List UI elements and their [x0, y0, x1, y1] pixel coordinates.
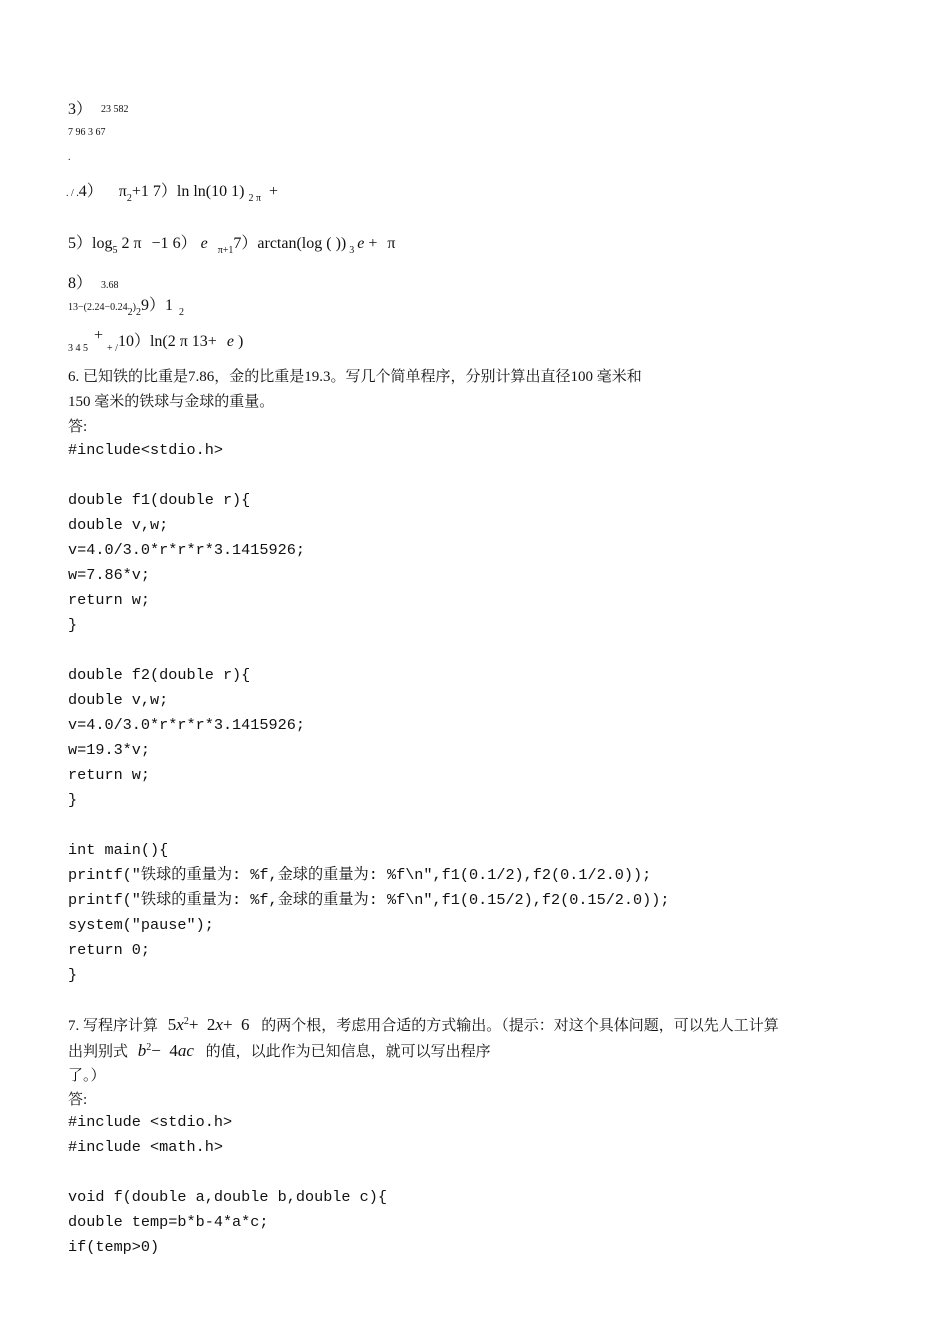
item-5-two-pi: 2 π [121, 235, 142, 252]
code-line: #include <stdio.h> [68, 1113, 233, 1131]
discriminant-b: b [137, 1041, 147, 1060]
item-8-sq-sub: 2 [127, 307, 133, 318]
item-4-expression: +1 7）ln ln(10 1) [131, 183, 245, 200]
code-line: double v,w; [68, 516, 169, 534]
code-line: } [68, 616, 78, 634]
formula-plus-2: + 2 [188, 1015, 216, 1034]
formula-square: 2 [183, 1016, 189, 1027]
item-10-expression: 10）ln(2 π 13+ [117, 333, 217, 350]
item-4-prefix: . / . [66, 188, 79, 199]
question-6-answer-label: 答: [68, 419, 88, 435]
item-8-close: ) [132, 302, 136, 313]
item-5-minus-one: −1 [151, 235, 169, 252]
item-8-number: 8） [68, 275, 93, 292]
code-line: return w; [68, 766, 151, 784]
log-subscript: 3 [349, 245, 355, 256]
code-line: int main(){ [68, 841, 169, 859]
code-line: w=19.3*v; [68, 741, 151, 759]
formula-coef-5: 5 [167, 1015, 177, 1034]
code-line: #include <math.h> [68, 1138, 223, 1156]
items-4-7-line [66, 178, 279, 204]
code-line: return w; [68, 591, 151, 609]
item-5-log: 5）log [68, 235, 113, 252]
code-line: v=4.0/3.0*r*r*r*3.1415926; [68, 716, 305, 734]
formula-x: x [176, 1015, 184, 1034]
code-line: return 0; [68, 941, 151, 959]
discriminant-square: 2 [146, 1042, 152, 1053]
item-10-close: ) [237, 333, 244, 350]
code-line: printf("铁球的重量为: %f,金球的重量为: %f\n",f1(0.1/2),f2(0.1/2.0)); [68, 866, 652, 884]
code-block-q6 [68, 438, 670, 988]
question-7-answer-label: 答: [68, 1092, 88, 1108]
item-9-number: 9）1 [140, 297, 173, 314]
discriminant-minus-4: − 4 [151, 1041, 178, 1060]
question-7-line3: 了。） [68, 1068, 106, 1084]
code-line [68, 463, 670, 488]
question-6-line2: 150 毫米的铁球与金球的重量。 [68, 394, 275, 410]
code-block-q7 [68, 1110, 387, 1260]
code-line: double f1(double r){ [68, 491, 251, 509]
code-line: system("pause"); [68, 916, 214, 934]
code-line: v=4.0/3.0*r*r*r*3.1415926; [68, 541, 305, 559]
code-line: void f(double a,double b,double c){ [68, 1188, 387, 1206]
code-line [68, 1160, 387, 1185]
item-7-e: e [357, 235, 365, 252]
ln-subscript: 2 π [248, 193, 262, 204]
items-9-10-line [68, 327, 244, 354]
items-8-9-line [68, 292, 184, 318]
code-line: double v,w; [68, 691, 169, 709]
dot-mark: . [68, 152, 71, 163]
code-line: double temp=b*b-4*a*c; [68, 1213, 269, 1231]
items-5-7-line [68, 230, 396, 256]
code-line: printf("铁球的重量为: %f,金球的重量为: %f\n",f1(0.15/2),f2(0.15/2.0)); [68, 891, 670, 909]
item-7-plus: + [368, 235, 378, 252]
code-line [68, 638, 670, 663]
question-7-suffix: 的两个根，考虑用合适的方式输出。（提示：对这个具体问题，可以先人工计算 [261, 1018, 779, 1034]
pi-symbol: π [118, 183, 127, 200]
item-9-sub: 2 [178, 307, 184, 318]
item-9-plus-slash: + / [107, 343, 118, 354]
formula-x2: x [215, 1015, 223, 1034]
formula-plus-6: + 6 [222, 1015, 250, 1034]
item-9-plus: + [94, 327, 104, 344]
item-3-number: 3） [68, 101, 93, 118]
item-9-denominator: 3 4 5 [68, 343, 88, 354]
item-7-arctan: 7）arctan(log ( )) [233, 235, 347, 252]
question-7-line2-prefix: 出判别式 [68, 1044, 129, 1060]
pi-subscript: 2 [126, 193, 132, 204]
code-line: double f2(double r){ [68, 666, 251, 684]
code-line: } [68, 966, 78, 984]
item-4-number: 4） [78, 183, 103, 200]
code-line: w=7.86*v; [68, 566, 151, 584]
question-7-line2-suffix: 的值，以此作为已知信息，就可以写出程序 [205, 1044, 491, 1060]
item-6-exp-pi: π [217, 245, 223, 256]
item-3-small: 23 582 [101, 104, 129, 115]
code-line: #include<stdio.h> [68, 441, 223, 459]
question-6-line1: 6. 已知铁的比重是7.86，金的比重是19.3。写几个简单程序，分别计算出直径100 毫米和 [68, 369, 642, 385]
code-line: } [68, 791, 78, 809]
question-7-prefix: 7. 写程序计算 [68, 1018, 159, 1034]
item-3-fraction: 7 96 3 67 [68, 127, 106, 138]
question-7-line2 [68, 1040, 491, 1065]
discriminant-ac: ac [177, 1041, 194, 1060]
item-6-number: 6） [172, 235, 197, 252]
item-6-e: e [200, 235, 208, 252]
plus-sign: + [269, 183, 279, 200]
question-7-line1 [68, 1014, 779, 1039]
item-7-pi: π [387, 235, 396, 252]
code-line [68, 813, 670, 838]
item-8-value: 3.68 [101, 280, 119, 291]
log-base: 5 [112, 245, 118, 256]
item-6-exp-plus-one: +1 [222, 245, 234, 256]
item-10-e: e [226, 333, 234, 350]
item-8-denominator: 13−(2.24−0.24 [68, 302, 128, 313]
code-line: if(temp>0) [68, 1238, 160, 1256]
item-8-outer-sub: 2 [135, 307, 141, 318]
